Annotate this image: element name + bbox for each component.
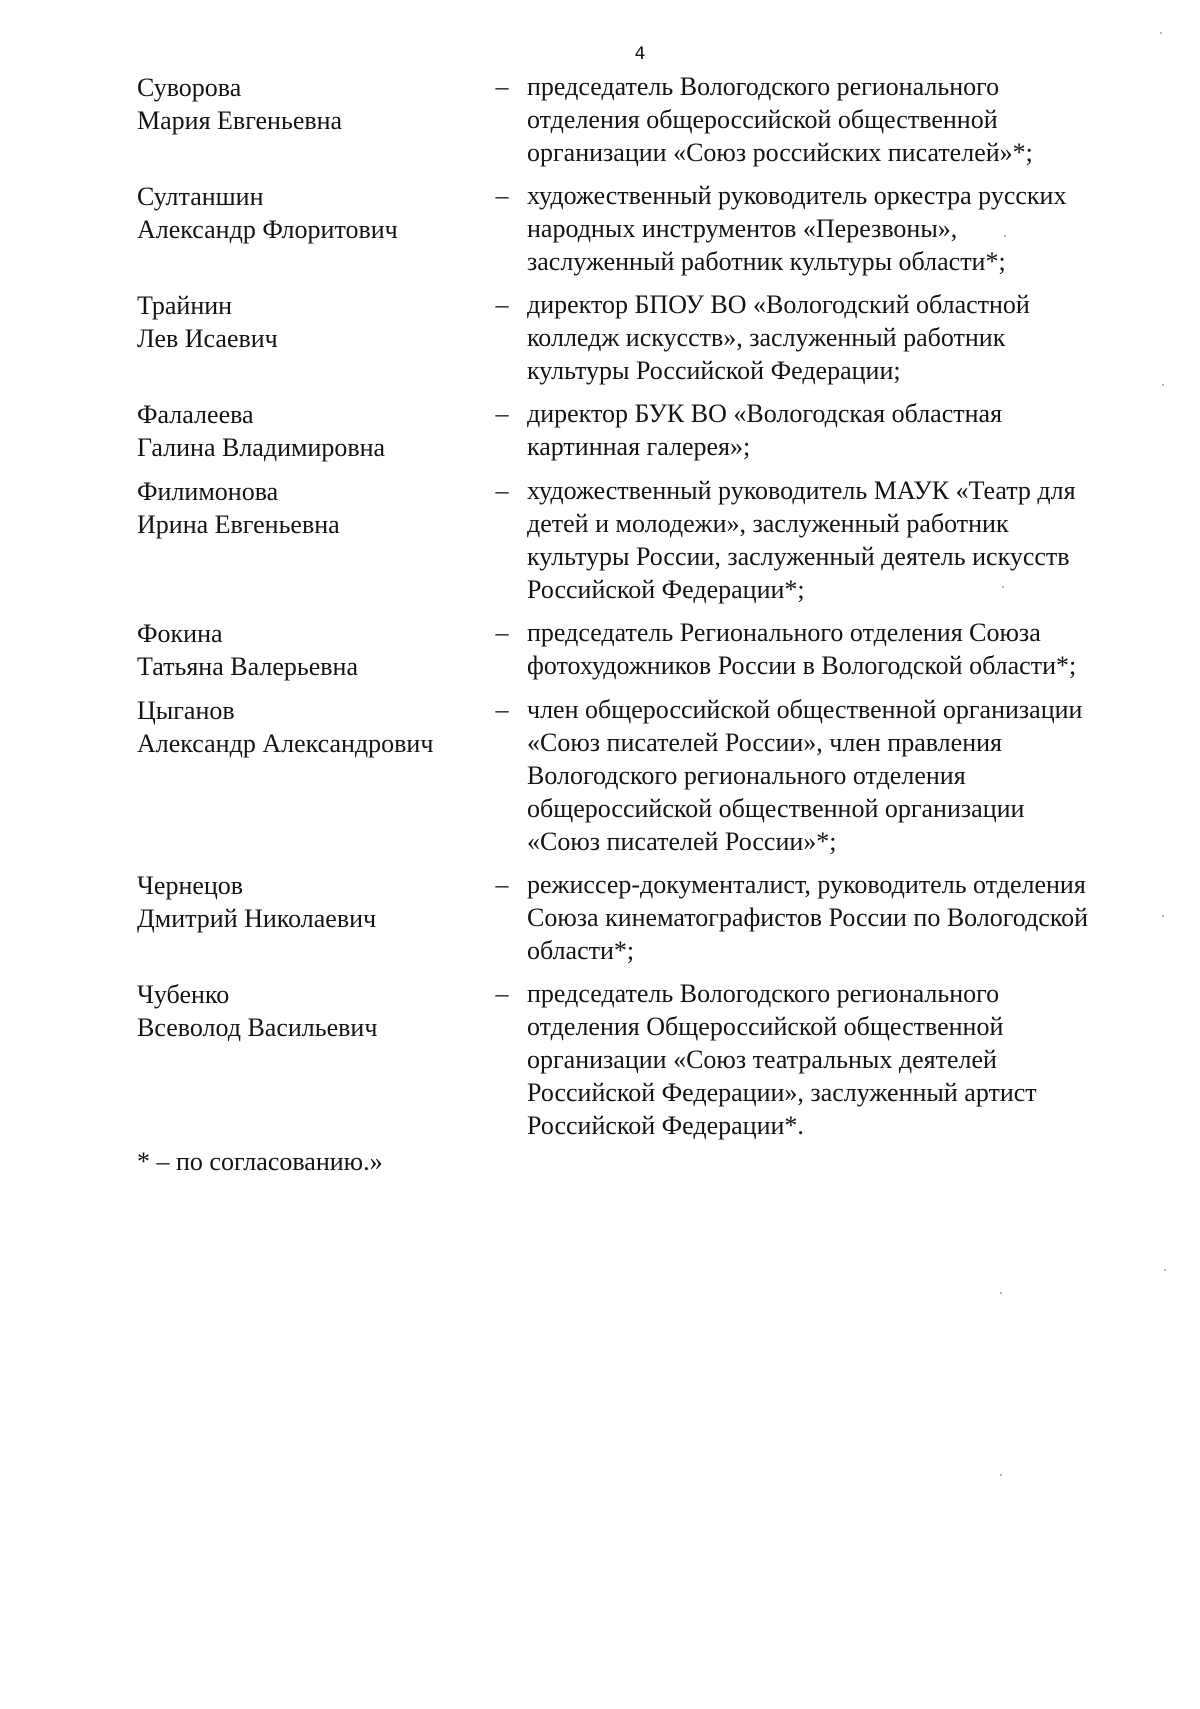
member-given-name: Мария Евгеньевна [137,106,343,135]
member-entry [137,868,1157,967]
member-surname: Трайнин [137,291,233,320]
entry-dash: – [495,979,509,1008]
scan-speck [1004,235,1006,237]
member-name [137,616,477,683]
page-number: 4 [634,44,646,64]
member-role: художественный руководитель МАУК «Театр для детей и молодежи», заслуженный работник культуры России, заслуженный деятель искусств Российской Федерации*; [527,476,1076,604]
scan-speck [1000,1292,1002,1294]
member-name [137,397,477,464]
member-given-name: Александр Флоритович [137,215,398,244]
member-role: директор БУК ВО «Вологодская областная картинная галерея»; [527,399,1003,461]
member-name [137,288,477,355]
member-given-name: Александр Александрович [137,729,434,758]
member-surname: Чубенко [137,980,230,1009]
member-entry [137,977,1157,1142]
scan-speck [1164,1269,1166,1271]
member-entry [137,288,1157,387]
member-entry [137,397,1157,464]
entry-dash: – [495,476,509,505]
member-role: художественный руководитель оркестра русских народных инструментов «Перезвоны», заслуженный работник культуры области*; [527,181,1067,276]
member-name [137,693,477,760]
member-entry [137,179,1157,278]
member-surname: Фалалеева [137,400,254,429]
member-name [137,868,477,935]
member-surname: Чернецов [137,871,244,900]
member-given-name: Дмитрий Николаевич [137,904,377,933]
member-entry [137,70,1157,169]
member-role: председатель Регионального отделения Союза фотохудожников России в Вологодской области*; [527,618,1077,680]
member-role: член общероссийской общественной организации «Союз писателей России», член правления Вологодского регионального отделения общероссийской общественной организации «Союз писателей России»*; [527,695,1083,856]
member-name [137,70,477,137]
member-given-name: Лев Исаевич [137,324,278,353]
entry-dash: – [495,618,509,647]
footnote: * – по согласованию.» [137,1147,383,1176]
scan-speck [1000,1474,1002,1476]
member-role: директор БПОУ ВО «Вологодский областной колледж искусств», заслуженный работник культуры Российской Федерации; [527,290,1030,385]
member-role: председатель Вологодского регионального отделения общероссийской общественной организации «Союз российских писателей»*; [527,72,1033,167]
entry-dash: – [495,870,509,899]
member-given-name: Всеволод Васильевич [137,1013,378,1042]
member-entry [137,474,1157,606]
member-role: режиссер-документалист, руководитель отделения Союза кинематографистов России по Вологодской области*; [527,870,1089,965]
member-entry [137,693,1157,858]
member-role: председатель Вологодского регионального отделения Общероссийской общественной организации «Союз театральных деятелей Российской Федерации», заслуженный артист Российской Федерации*. [527,979,1037,1140]
member-list [137,70,1157,1142]
member-surname: Фокина [137,619,223,648]
member-name [137,474,477,541]
member-name [137,179,477,246]
member-surname: Цыганов [137,696,235,725]
scan-speck [1160,32,1162,34]
scan-speck [1002,586,1004,588]
member-surname: Суворова [137,73,242,102]
entry-dash: – [495,695,509,724]
member-entry [137,616,1157,683]
entry-dash: – [495,399,509,428]
member-surname: Филимонова [137,477,279,506]
member-surname: Султаншин [137,182,264,211]
member-name [137,977,477,1044]
member-given-name: Галина Владимировна [137,433,386,462]
entry-dash: – [495,181,509,210]
scan-speck [1162,915,1164,917]
member-given-name: Ирина Евгеньевна [137,510,340,539]
scan-speck [1162,384,1164,386]
member-given-name: Татьяна Валерьевна [137,652,358,681]
entry-dash: – [495,290,509,319]
entry-dash: – [495,72,509,101]
